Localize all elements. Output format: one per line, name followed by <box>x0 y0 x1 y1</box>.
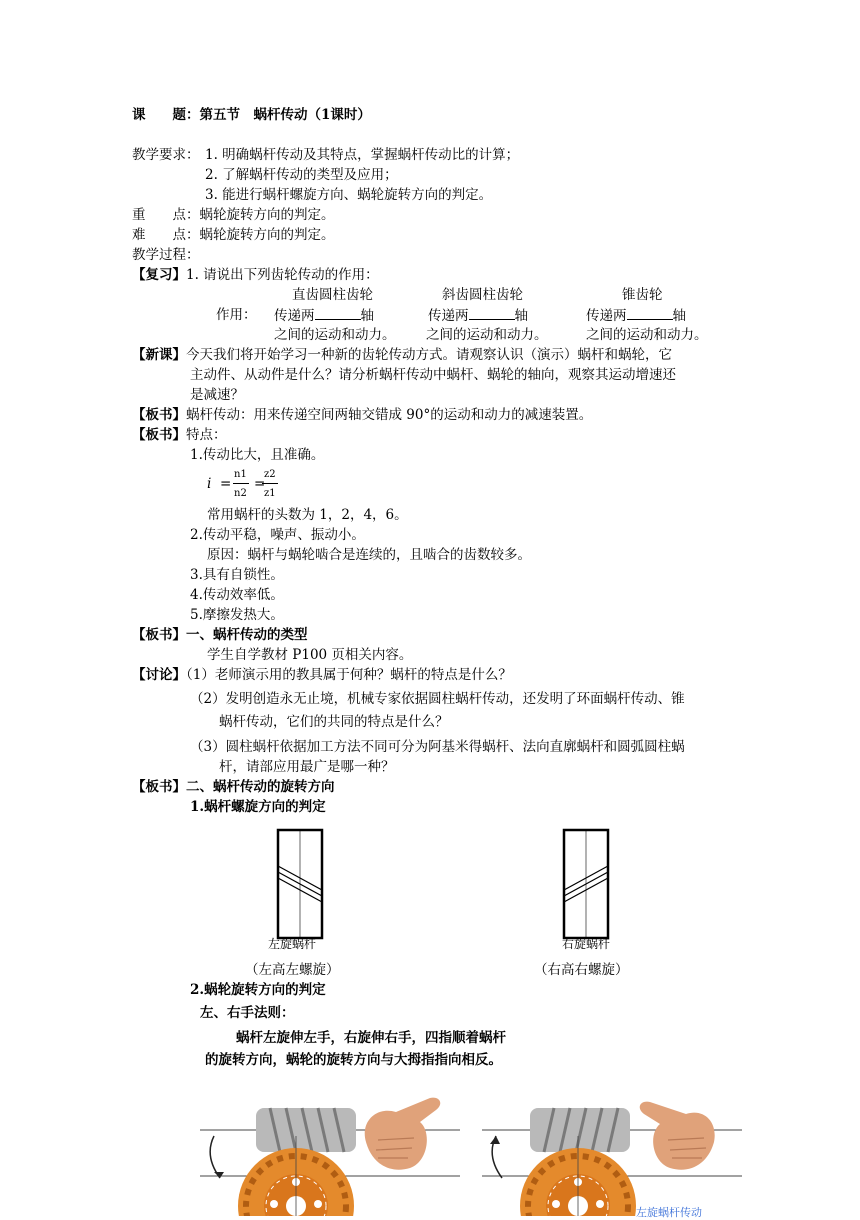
photo-caption-link[interactable]: 左旋蜗杆传动 <box>636 1206 702 1219</box>
board-tag: 【板书】 <box>132 779 186 795</box>
discussion-item: （2）发明创造永无止境，机械专家依据圆柱蜗杆传动，还发明了环面蜗杆传动、锥 <box>190 691 685 707</box>
formula-z1: z1 <box>264 488 276 499</box>
left-hand-rule-photo <box>200 1092 460 1216</box>
feature-item: 5.摩擦发热大。 <box>190 607 284 623</box>
board-tag: 【板书】 <box>132 407 186 423</box>
rule-line: 蜗杆左旋伸左手，右旋伸右手，四指顺着蜗杆 <box>236 1030 506 1046</box>
review-question: 1. 请说出下列齿轮传动的作用： <box>186 267 379 283</box>
function-blank-1: 传递两 轴 <box>274 305 374 326</box>
requirement-item: 3. 能进行蜗杆螺旋方向、蜗轮旋转方向的判定。 <box>205 187 493 203</box>
board-sub: 2.蜗轮旋转方向的判定 <box>190 982 326 998</box>
review-row <box>132 265 379 285</box>
gear-header: 斜齿圆柱齿轮 <box>442 287 523 303</box>
requirements-label: 教学要求： <box>132 147 200 163</box>
function-label: 作用： <box>216 307 257 323</box>
formula-eq: = <box>254 476 266 492</box>
key-point: 重 点：蜗轮旋转方向的判定。 <box>132 207 335 223</box>
discussion-item: （1）老师演示用的教具属于何种？蜗杆的特点是什么？ <box>186 667 512 683</box>
formula-eq: = <box>220 476 232 492</box>
difficulty: 难 点：蜗轮旋转方向的判定。 <box>132 227 335 243</box>
page-title: 第五节 蜗杆传动（1课时） <box>199 107 371 123</box>
gear-header: 锥齿轮 <box>622 287 663 303</box>
right-worm-label: 右旋蜗杆 <box>562 937 611 951</box>
right-caption: （右高右螺旋） <box>534 962 629 978</box>
feature-item: 1.传动比大，且准确。 <box>190 447 325 463</box>
board-text: 二、蜗杆传动的旋转方向 <box>186 779 335 795</box>
board-row <box>132 625 308 645</box>
rule-line: 的旋转方向，蜗轮的旋转方向与大拇指指向相反。 <box>205 1052 502 1068</box>
function-blank-2: 传递两 轴 <box>428 305 528 326</box>
new-lesson-text: 主动件、从动件是什么？请分析蜗杆传动中蜗杆、蜗轮的轴向，观察其运动增速还 <box>190 367 676 383</box>
title-row <box>132 105 371 125</box>
formula-z2: z2 <box>264 469 276 480</box>
board-row <box>132 777 335 797</box>
board-sub: 1.蜗杆螺旋方向的判定 <box>190 799 326 815</box>
title-label: 课 题： <box>132 107 200 123</box>
function-line2: 之间的运动和动力。 <box>586 327 708 343</box>
new-lesson-text: 是减速？ <box>190 387 244 403</box>
discussion-row <box>132 665 512 685</box>
left-worm-label: 左旋蜗杆 <box>268 937 317 951</box>
formula-n1: n1 <box>234 469 247 480</box>
discussion-tag: 【讨论】 <box>132 667 186 683</box>
new-lesson-row <box>132 345 672 365</box>
feature-item: 4.传动效率低。 <box>190 587 284 603</box>
requirement-item: 2. 了解蜗杆传动的类型及应用； <box>205 167 398 183</box>
discussion-item: 杆，请部应用最广是哪一种？ <box>219 759 395 775</box>
requirement-item: 1. 明确蜗杆传动及其特点，掌握蜗杆传动比的计算； <box>205 147 520 163</box>
feature-item: 原因：蜗杆与蜗轮啮合是连续的，且啮合的齿数较多。 <box>207 547 531 563</box>
right-hand-rule-photo <box>482 1092 742 1216</box>
board-sub: 学生自学教材 P100 页相关内容。 <box>207 647 413 663</box>
left-caption: （左高左螺旋） <box>245 962 340 978</box>
gear-header: 直齿圆柱齿轮 <box>292 287 373 303</box>
new-lesson-text: 今天我们将开始学习一种新的齿轮传动方式。请观察认识（演示）蜗杆和蜗轮，它 <box>186 347 672 363</box>
function-line2: 之间的运动和动力。 <box>274 327 396 343</box>
board-row <box>132 425 227 445</box>
formula-n2: n2 <box>234 488 247 499</box>
discussion-item: （3）圆柱蜗杆依据加工方法不同可分为阿基米得蜗杆、法向直廓蜗杆和圆弧圆柱蜗 <box>190 739 685 755</box>
formula-i: i <box>207 476 212 492</box>
board-tag: 【板书】 <box>132 427 186 443</box>
right-worm-diagram <box>556 826 616 942</box>
board-row <box>132 405 592 425</box>
feature-item: 常用蜗杆的头数为 1，2，4，6。 <box>207 507 408 523</box>
rule-title: 左、右手法则： <box>200 1005 295 1021</box>
function-line2: 之间的运动和动力。 <box>426 327 548 343</box>
board-text: 一、蜗杆传动的类型 <box>186 627 308 643</box>
left-worm-diagram <box>270 826 330 942</box>
board-text: 特点： <box>186 427 227 443</box>
function-blank-3: 传递两 轴 <box>586 305 686 326</box>
board-tag: 【板书】 <box>132 627 186 643</box>
feature-item: 3.具有自锁性。 <box>190 567 284 583</box>
feature-item: 2.传动平稳，噪声、振动小。 <box>190 527 365 543</box>
board-text: 蜗杆传动：用来传递空间两轴交错成 90°的运动和动力的减速装置。 <box>186 407 593 423</box>
process-label: 教学过程： <box>132 247 200 263</box>
discussion-item: 蜗杆传动，它们的共同的特点是什么？ <box>219 714 449 730</box>
new-lesson-tag: 【新课】 <box>132 347 186 363</box>
review-tag: 【复习】 <box>132 267 186 283</box>
